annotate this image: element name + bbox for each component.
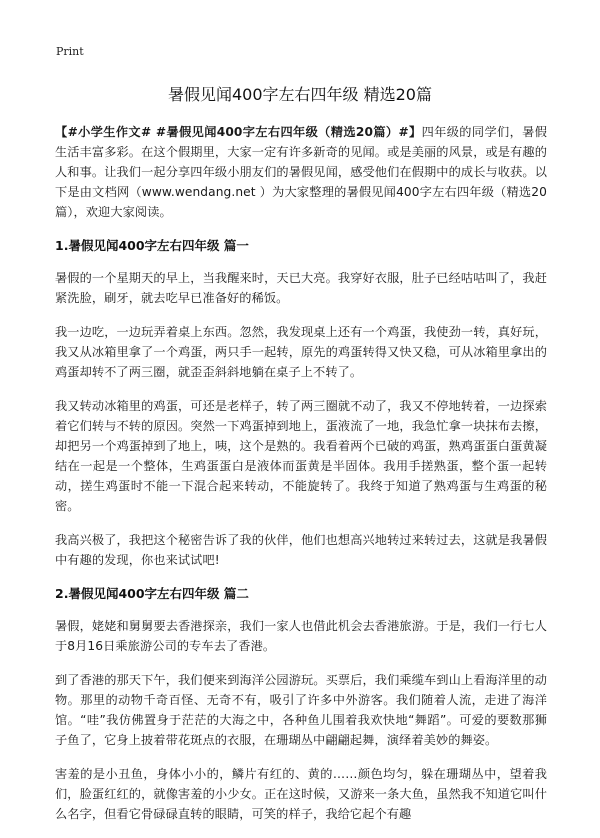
paragraph: 我一边吃，一边玩弄着桌上东西。忽然，我发现桌上还有一个鸡蛋，我使劲一转，真好玩，我又从冰箱里拿了一个鸡蛋，两只手一起转，原先的鸡蛋转得又快又稳，可从冰箱里拿出的鸡蛋却转不了两三圈，就歪歪斜斜地躺在桌子上不转了。 (55, 325, 547, 379)
document-body (55, 122, 547, 838)
paragraph: 害羞的是小丑鱼，身体小小的，鳞片有红的、黄的……颜色均匀，躲在珊瑚丛中，望着我们，脸蛋红红的，就像害羞的小少女。正在这时候，又游来一条大鱼，虽然我不知道它叫什么名字，但看它骨碌碌直转的眼睛，可笑的样子，我给它起个有趣 (55, 767, 547, 821)
intro-paragraph (55, 122, 547, 222)
paragraph: 暑假，姥姥和舅舅要去香港探亲，我们一家人也借此机会去香港旅游。于是，我们一行七人于8月16日乘旅游公司的专车去了香港。 (55, 619, 547, 653)
paragraph: 暑假的一个星期天的早上，当我醒来时，天已大亮。我穿好衣服，肚子已经咕咕叫了，我赶紧洗脸，刷牙，就去吃早已准备好的稀饭。 (55, 271, 547, 305)
intro-text: 四年级的同学们，暑假生活丰富多彩。在这个假期里，大家一定有许多新奇的见闻。或是美丽的风景，或是有趣的人和事。让我们一起分享四年级小朋友们的暑假见闻，感受他们在假期中的成长与收获。以下是由文档网（www.wendang.net ）为大家整理的暑假见闻400字左右四年级（精选20篇），欢迎大家阅读。 (55, 125, 547, 219)
paragraph: 我高兴极了，我把这个秘密告诉了我的伙伴，他们也想高兴地转过来转过去，这就是我暑假中有趣的发现，你也来试试吧! (55, 533, 547, 567)
section-heading-2: 2.暑假见闻400字左右四年级 篇二 (55, 586, 249, 601)
print-label[interactable]: Print (56, 45, 84, 58)
page-title: 暑假见闻400字左右四年级 精选20篇 (168, 85, 432, 104)
paragraph: 到了香港的那天下午，我们便来到海洋公园游玩。买票后，我们乘缆车到山上看海洋里的动物。那里的动物千奇百怪、无奇不有，吸引了许多中外游客。我们随着人流，走进了海洋馆。“哇”我仿佛置身于茫茫的大海之中，各种鱼儿围着我欢快地“舞蹈”。可爱的要数那狮子鱼了，它身上披着带花斑点的衣服，在珊瑚丛中翩翩起舞，演绎着美妙的舞姿。 (55, 673, 547, 747)
paragraph: 我又转动冰箱里的鸡蛋，可还是老样子，转了两三圈就不动了，我又不停地转着，一边探索着它们转与不转的原因。突然一下鸡蛋掉到地上，蛋液流了一地，我急忙拿一块抹布去擦，却把另一个鸡蛋掉到了地上，咦，这个是熟的。我看着两个已破的鸡蛋，熟鸡蛋蛋白蛋黄凝结在一起是一个整体，生鸡蛋蛋白是液体而蛋黄是半固体。我用手搓熟蛋，整个蛋一起转动，搓生鸡蛋时不能一下混合起来转动，不能旋转了。我终于知道了熟鸡蛋与生鸡蛋的秘密。 (55, 399, 547, 513)
section-heading-1: 1.暑假见闻400字左右四年级 篇一 (55, 238, 249, 253)
intro-lead: 【#小学生作文# #暑假见闻400字左右四年级（精选20篇）#】 (55, 125, 422, 139)
